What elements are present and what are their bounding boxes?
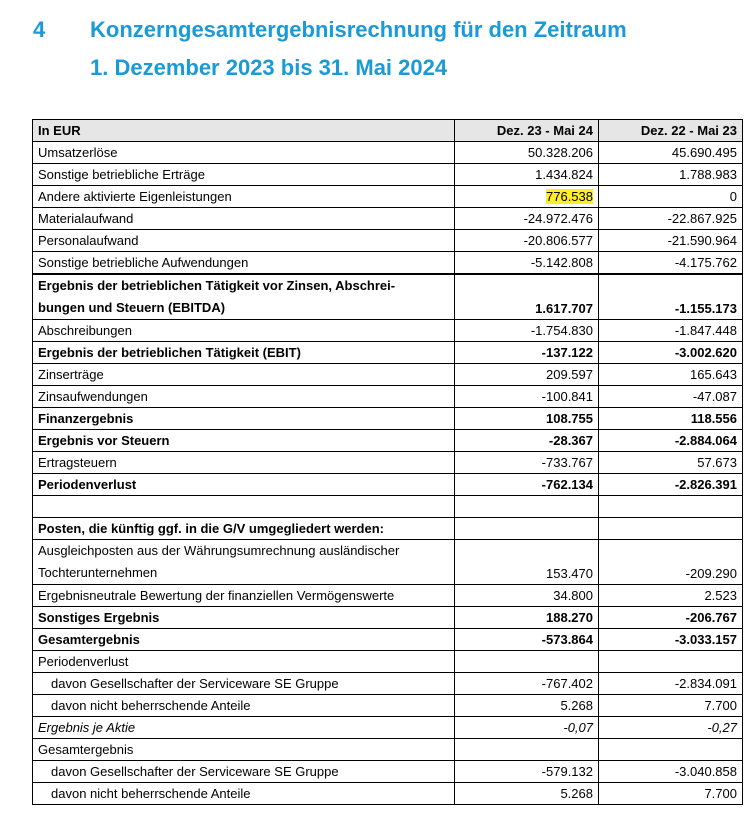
table-row-period-loss bbox=[33, 474, 743, 496]
spacer-cell bbox=[455, 496, 599, 518]
row-label: Sonstige betriebliche Erträge bbox=[33, 164, 455, 186]
table-header-row bbox=[33, 120, 743, 142]
row-label: Gesamtergebnis bbox=[33, 739, 455, 761]
row-label: Periodenverlust bbox=[33, 474, 455, 496]
row-value-prior: 2.523 bbox=[599, 585, 743, 607]
table-row bbox=[33, 585, 743, 607]
row-value-prior: 0 bbox=[599, 186, 743, 208]
header-period-current: Dez. 23 - Mai 24 bbox=[455, 120, 599, 142]
row-label: Ergebnis vor Steuern bbox=[33, 430, 455, 452]
row-label-line-2: Tochterunternehmen bbox=[38, 565, 158, 580]
row-value-current: -767.402 bbox=[455, 673, 599, 695]
row-label bbox=[33, 274, 455, 320]
row-value-prior: 118.556 bbox=[599, 408, 743, 430]
table-row-ebitda bbox=[33, 274, 743, 320]
row-label: Ertragsteuern bbox=[33, 452, 455, 474]
row-value-current: -20.806.577 bbox=[455, 230, 599, 252]
row-value-current: -573.864 bbox=[455, 629, 599, 651]
row-value-prior: -2.826.391 bbox=[599, 474, 743, 496]
table-row bbox=[33, 320, 743, 342]
row-label: Sonstiges Ergebnis bbox=[33, 607, 455, 629]
table-row bbox=[33, 452, 743, 474]
row-value-prior: -21.590.964 bbox=[599, 230, 743, 252]
row-value-current: 153.470 bbox=[455, 540, 599, 585]
table-row bbox=[33, 230, 743, 252]
row-value-prior: -4.175.762 bbox=[599, 252, 743, 275]
table-row bbox=[33, 164, 743, 186]
table-row-section-header bbox=[33, 518, 743, 540]
row-value-current: 1.434.824 bbox=[455, 164, 599, 186]
row-label: Posten, die künftig ggf. in die G/V umgegliedert werden: bbox=[33, 518, 455, 540]
row-label: Zinserträge bbox=[33, 364, 455, 386]
row-value-current: 108.755 bbox=[455, 408, 599, 430]
row-label: davon Gesellschafter der Serviceware SE Gruppe bbox=[33, 761, 455, 783]
row-label-line-1: Ergebnis der betrieblichen Tätigkeit vor Zinsen, Abschrei- bbox=[38, 278, 396, 293]
row-value-current: -733.767 bbox=[455, 452, 599, 474]
row-value-current: -579.132 bbox=[455, 761, 599, 783]
section-title-line-1: Konzerngesamtergebnisrechnung für den Zeitraum bbox=[90, 17, 627, 42]
table-spacer-row bbox=[33, 496, 743, 518]
spacer-cell bbox=[33, 496, 455, 518]
row-value-prior: 45.690.495 bbox=[599, 142, 743, 164]
table-row bbox=[33, 540, 743, 585]
row-value-prior: -22.867.925 bbox=[599, 208, 743, 230]
table-row-financial-result bbox=[33, 408, 743, 430]
row-value-prior: -1.155.173 bbox=[599, 274, 743, 320]
row-label: Zinsaufwendungen bbox=[33, 386, 455, 408]
row-value-prior: -3.033.157 bbox=[599, 629, 743, 651]
section-title-line-2: 1. Dezember 2023 bis 31. Mai 2024 bbox=[90, 55, 448, 80]
row-label: Gesamtergebnis bbox=[33, 629, 455, 651]
row-value-current: 5.268 bbox=[455, 783, 599, 805]
row-value-prior: -1.847.448 bbox=[599, 320, 743, 342]
row-value-current: 50.328.206 bbox=[455, 142, 599, 164]
row-label: davon nicht beherrschende Anteile bbox=[33, 695, 455, 717]
row-label: Ergebnisneutrale Bewertung der finanziellen Vermögenswerte bbox=[33, 585, 455, 607]
spacer-cell bbox=[599, 496, 743, 518]
row-label bbox=[33, 540, 455, 585]
row-label: Personalaufwand bbox=[33, 230, 455, 252]
row-value-prior bbox=[599, 651, 743, 673]
row-label: Umsatzerlöse bbox=[33, 142, 455, 164]
row-label: davon nicht beherrschende Anteile bbox=[33, 783, 455, 805]
table-row-ebit bbox=[33, 342, 743, 364]
row-value-current: -137.122 bbox=[455, 342, 599, 364]
header-unit: In EUR bbox=[33, 120, 455, 142]
row-value-current: 5.268 bbox=[455, 695, 599, 717]
row-value-current bbox=[455, 186, 599, 208]
table-row-other-result bbox=[33, 607, 743, 629]
row-value-prior: -3.040.858 bbox=[599, 761, 743, 783]
row-value-current: -100.841 bbox=[455, 386, 599, 408]
row-value-current: -28.367 bbox=[455, 430, 599, 452]
row-value-current: -24.972.476 bbox=[455, 208, 599, 230]
row-value-prior: -0,27 bbox=[599, 717, 743, 739]
row-value-prior: 7.700 bbox=[599, 695, 743, 717]
row-value-current: -1.754.830 bbox=[455, 320, 599, 342]
table-row bbox=[33, 186, 743, 208]
table-row-eps bbox=[33, 717, 743, 739]
row-value-prior: 57.673 bbox=[599, 452, 743, 474]
row-value-current bbox=[455, 651, 599, 673]
row-label: davon Gesellschafter der Serviceware SE Gruppe bbox=[33, 673, 455, 695]
table-row-ebt bbox=[33, 430, 743, 452]
table-row bbox=[33, 252, 743, 275]
table-row bbox=[33, 364, 743, 386]
row-label: Ergebnis je Aktie bbox=[33, 717, 455, 739]
row-value-prior: -2.884.064 bbox=[599, 430, 743, 452]
row-value-prior: -2.834.091 bbox=[599, 673, 743, 695]
row-value-current bbox=[455, 739, 599, 761]
table-row bbox=[33, 739, 743, 761]
row-value-current: 34.800 bbox=[455, 585, 599, 607]
row-label-line-1: Ausgleichposten aus der Währungsumrechnung ausländischer bbox=[38, 543, 400, 558]
section-number: 4 bbox=[33, 17, 46, 42]
row-label-line-2: bungen und Steuern (EBITDA) bbox=[38, 300, 226, 315]
table-row-total-result bbox=[33, 629, 743, 651]
row-label: Andere aktivierte Eigenleistungen bbox=[33, 186, 455, 208]
table-row bbox=[33, 783, 743, 805]
row-label: Sonstige betriebliche Aufwendungen bbox=[33, 252, 455, 275]
row-value-prior: -47.087 bbox=[599, 386, 743, 408]
income-statement-table bbox=[32, 119, 743, 805]
row-value-prior bbox=[599, 739, 743, 761]
table-row bbox=[33, 695, 743, 717]
row-value-current: 209.597 bbox=[455, 364, 599, 386]
row-value-current bbox=[455, 518, 599, 540]
highlighted-value: 776.538 bbox=[546, 189, 593, 204]
table-row bbox=[33, 673, 743, 695]
row-value-current: 188.270 bbox=[455, 607, 599, 629]
row-label: Ergebnis der betrieblichen Tätigkeit (EBIT) bbox=[33, 342, 455, 364]
row-value-prior: 7.700 bbox=[599, 783, 743, 805]
row-value-prior: -206.767 bbox=[599, 607, 743, 629]
table-row bbox=[33, 761, 743, 783]
header-period-prior: Dez. 22 - Mai 23 bbox=[599, 120, 743, 142]
row-label: Materialaufwand bbox=[33, 208, 455, 230]
row-value-current: 1.617.707 bbox=[455, 274, 599, 320]
row-value-prior: -3.002.620 bbox=[599, 342, 743, 364]
row-label: Finanzergebnis bbox=[33, 408, 455, 430]
row-label: Abschreibungen bbox=[33, 320, 455, 342]
row-label: Periodenverlust bbox=[33, 651, 455, 673]
row-value-prior: 1.788.983 bbox=[599, 164, 743, 186]
row-value-current: -0,07 bbox=[455, 717, 599, 739]
table-row bbox=[33, 142, 743, 164]
row-value-prior: -209.290 bbox=[599, 540, 743, 585]
table-row bbox=[33, 651, 743, 673]
row-value-current: -5.142.808 bbox=[455, 252, 599, 275]
row-value-prior: 165.643 bbox=[599, 364, 743, 386]
table-row bbox=[33, 208, 743, 230]
table-row bbox=[33, 386, 743, 408]
row-value-current: -762.134 bbox=[455, 474, 599, 496]
row-value-prior bbox=[599, 518, 743, 540]
